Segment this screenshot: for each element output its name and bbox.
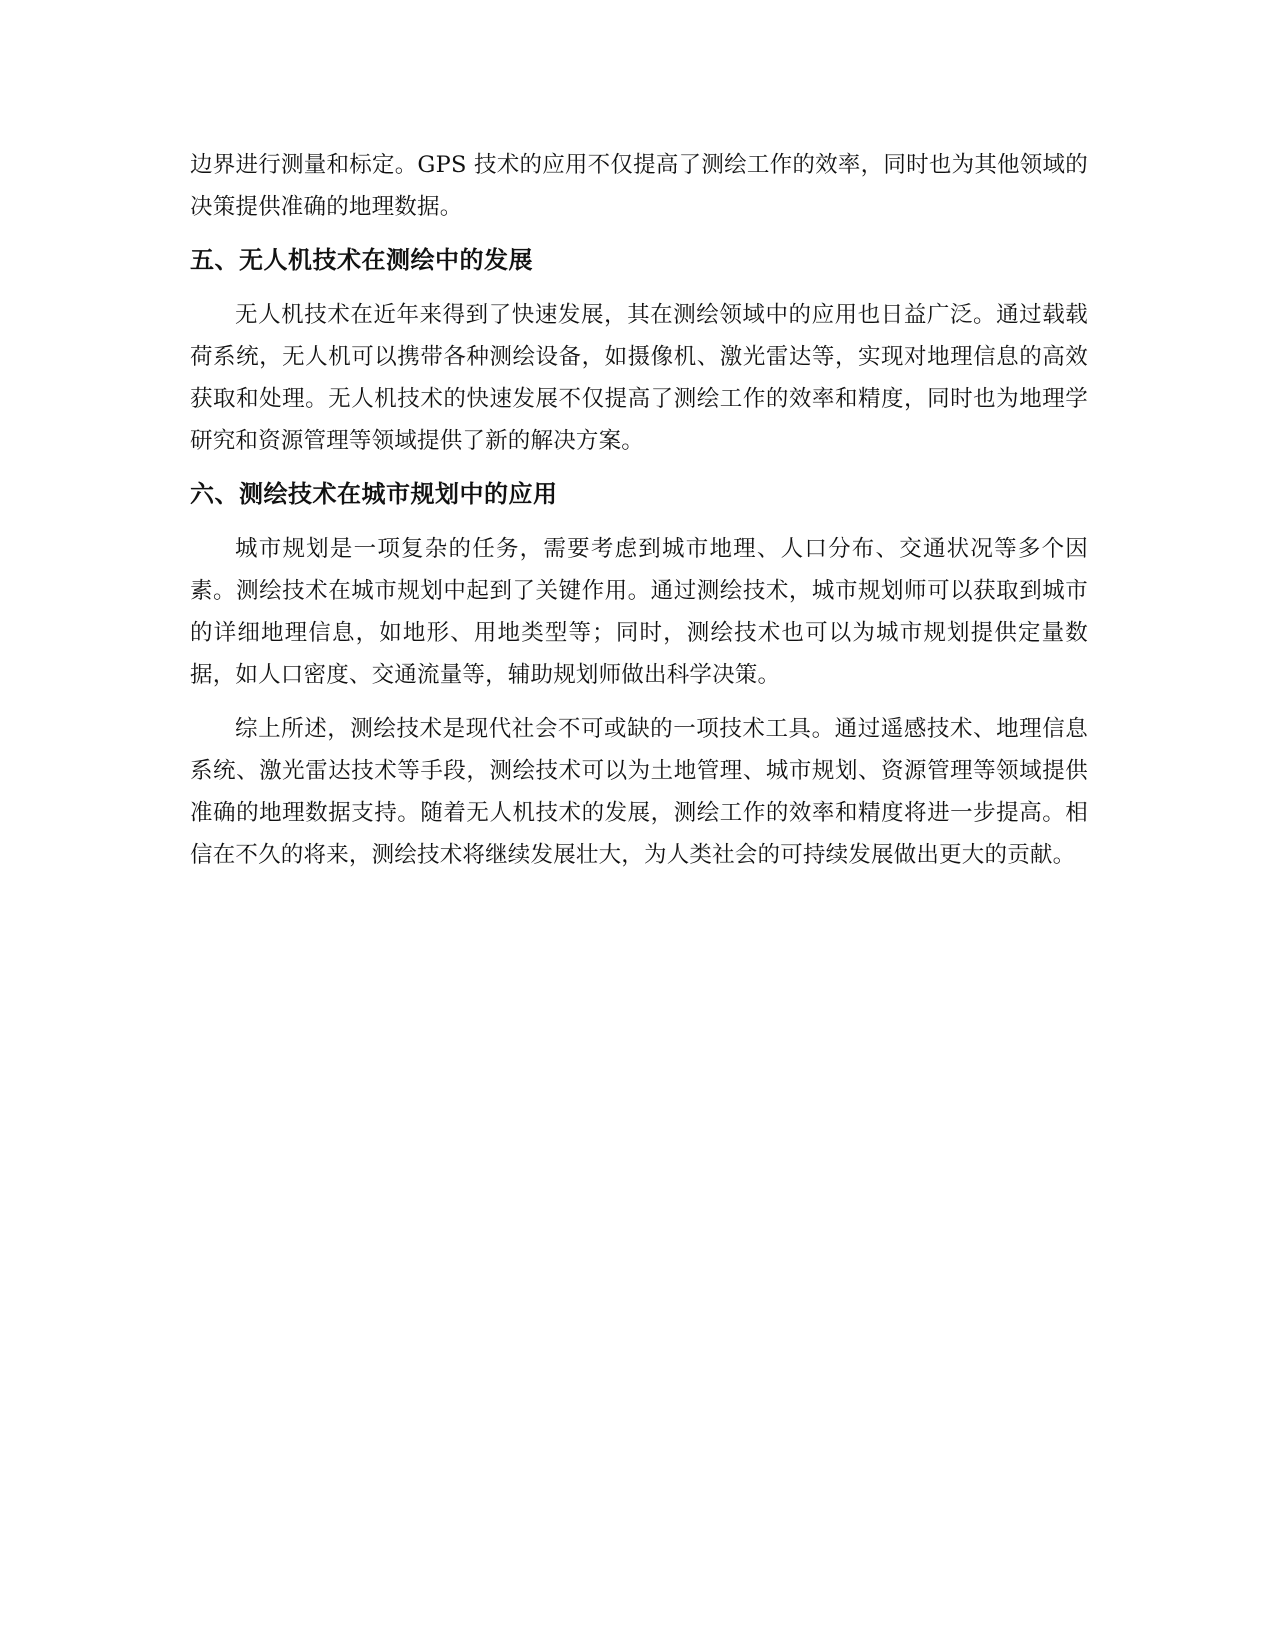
document-body — [190, 144, 1088, 888]
intro-paragraph: 边界进行测量和标定。GPS 技术的应用不仅提高了测绘工作的效率，同时也为其他领域的决策提供准确的地理数据。 — [190, 152, 1088, 220]
section-6-heading: 六、测绘技术在城市规划中的应用 — [190, 480, 558, 508]
section-6-paragraph: 城市规划是一项复杂的任务，需要考虑到城市地理、人口分布、交通状况等多个因素。测绘技术在城市规划中起到了关键作用。通过测绘技术，城市规划师可以获取到城市的详细地理信息，如地形、用地类型等；同时，测绘技术也可以为城市规划提供定量数据，如人口密度、交通流量等，辅助规划师做出科学决策。 — [190, 536, 1088, 688]
section-5-paragraph: 无人机技术在近年来得到了快速发展，其在测绘领域中的应用也日益广泛。通过载载荷系统，无人机可以携带各种测绘设备，如摄像机、激光雷达等，实现对地理信息的高效获取和处理。无人机技术的快速发展不仅提高了测绘工作的效率和精度，同时也为地理学研究和资源管理等领域提供了新的解决方案。 — [190, 302, 1088, 454]
section-5-heading: 五、无人机技术在测绘中的发展 — [190, 246, 533, 274]
conclusion-paragraph: 综上所述，测绘技术是现代社会不可或缺的一项技术工具。通过遥感技术、地理信息系统、激光雷达技术等手段，测绘技术可以为土地管理、城市规划、资源管理等领域提供准确的地理数据支持。随着无人机技术的发展，测绘工作的效率和精度将进一步提高。相信在不久的将来，测绘技术将继续发展壮大，为人类社会的可持续发展做出更大的贡献。 — [190, 716, 1088, 868]
